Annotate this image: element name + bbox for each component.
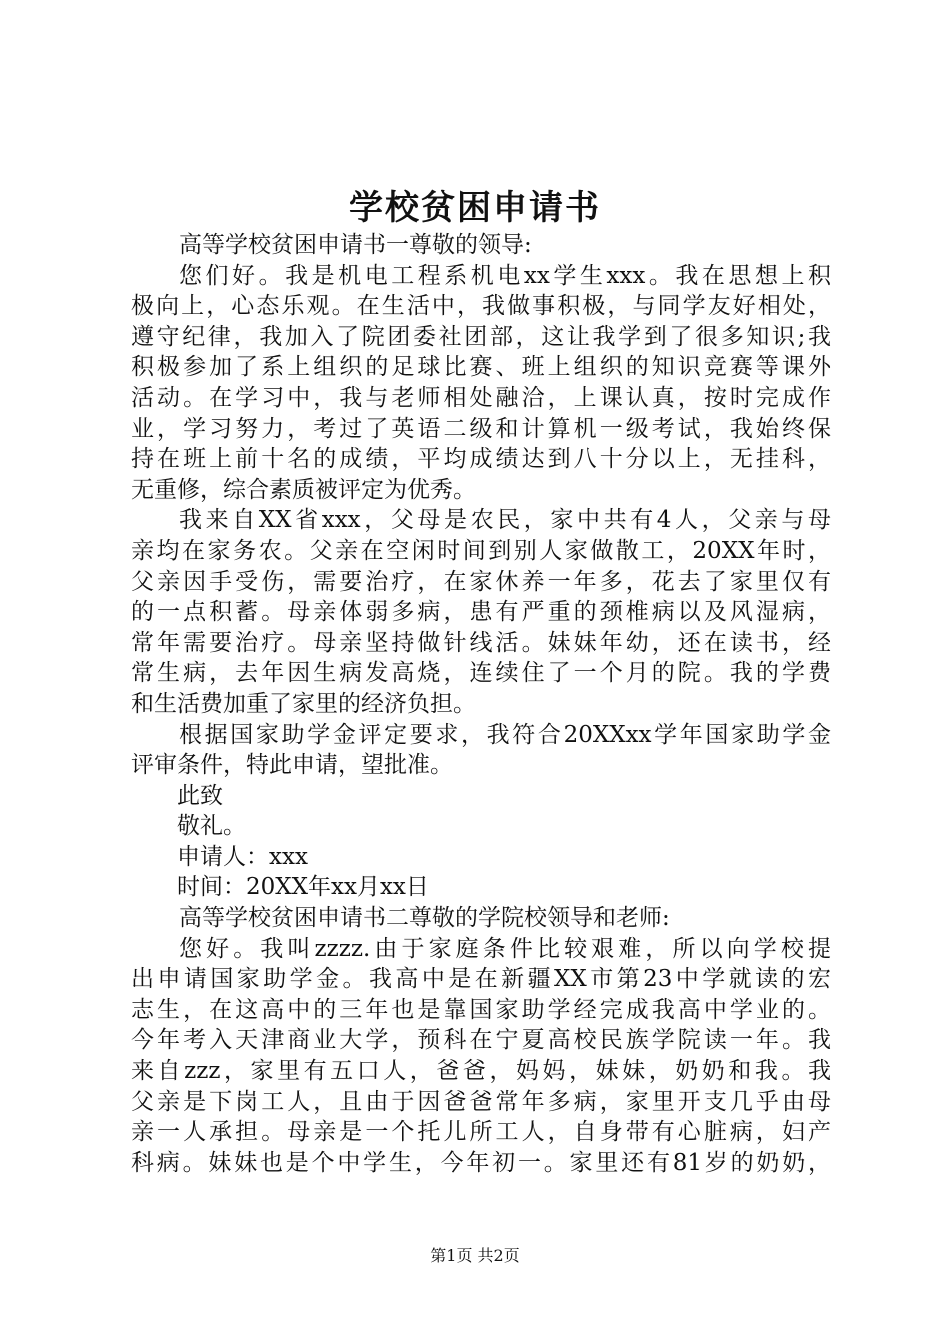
text-line: 今年考入天津商业大学，预科在宁夏高校民族学院读一年。我 bbox=[131, 1027, 831, 1054]
text-line: 的一点积蓄。母亲体弱多病，患有严重的颈椎病以及风湿病， bbox=[131, 599, 831, 626]
text-line: 评审条件，特此申请，望批准。 bbox=[131, 752, 453, 779]
text-line: 我来自XX省xxx，父母是农民，家中共有4人，父亲与母 bbox=[179, 507, 831, 534]
text-line: 亲均在家务农。父亲在空闲时间到别人家做散工，20XX年时， bbox=[131, 537, 831, 564]
document-title: 学校贫困申请书 bbox=[349, 188, 601, 228]
page-footer: 第1页 共2页 bbox=[430, 1246, 520, 1265]
text-line: 出申请国家助学金。我高中是在新疆XX市第23中学就读的宏 bbox=[131, 966, 831, 993]
text-line: 高等学校贫困申请书二尊敬的学院校领导和老师: bbox=[179, 905, 670, 932]
text-line: 常年需要治疗。母亲坚持做针线活。妹妹年幼，还在读书，经 bbox=[131, 629, 831, 656]
text-line: 业，学习努力，考过了英语二级和计算机一级考试，我始终保 bbox=[131, 415, 831, 442]
text-line: 父亲因手受伤，需要治疗，在家休养一年多，花去了家里仅有 bbox=[131, 568, 831, 595]
document-body bbox=[131, 230, 831, 1178]
text-line: 极向上，心态乐观。在生活中，我做事积极，与同学友好相处， bbox=[131, 293, 831, 320]
text-line: 父亲是下岗工人，且由于因爸爸常年多病，家里开支几乎由母 bbox=[131, 1088, 831, 1115]
text-line: 您好。我叫zzzz.由于家庭条件比较艰难，所以向学校提 bbox=[179, 935, 831, 962]
text-line: 遵守纪律，我加入了院团委社团部，这让我学到了很多知识;我 bbox=[131, 323, 831, 350]
text-line: 敬礼。 bbox=[177, 813, 246, 840]
text-line: 无重修，综合素质被评定为优秀。 bbox=[131, 476, 476, 503]
text-line: 常生病，去年因生病发高烧，连续住了一个月的院。我的学费 bbox=[131, 660, 831, 687]
text-line: 志生，在这高中的三年也是靠国家助学经完成我高中学业的。 bbox=[131, 996, 831, 1023]
text-line: 您们好。我是机电工程系机电xx学生xxx。我在思想上积 bbox=[179, 262, 831, 289]
text-line: 持在班上前十名的成绩，平均成绩达到八十分以上，无挂科， bbox=[131, 446, 831, 473]
text-line: 来自zzz，家里有五口人，爸爸，妈妈，妹妹，奶奶和我。我 bbox=[131, 1058, 831, 1085]
text-line: 科病。妹妹也是个中学生，今年初一。家里还有81岁的奶奶， bbox=[131, 1149, 831, 1176]
text-line: 时间：20XX年xx月xx日 bbox=[177, 874, 429, 901]
text-line: 积极参加了系上组织的足球比赛、班上组织的知识竞赛等课外 bbox=[131, 354, 831, 381]
text-line: 和生活费加重了家里的经济负担。 bbox=[131, 690, 476, 717]
text-line: 根据国家助学金评定要求，我符合20XXxx学年国家助学金 bbox=[179, 721, 831, 748]
text-line: 活动。在学习中，我与老师相处融洽，上课认真，按时完成作 bbox=[131, 384, 831, 411]
text-line: 高等学校贫困申请书一尊敬的领导: bbox=[179, 232, 532, 258]
text-line: 此致 bbox=[177, 782, 223, 809]
text-line: 申请人：xxx bbox=[177, 843, 308, 870]
text-line: 亲一人承担。母亲是一个托儿所工人，自身带有心脏病，妇产 bbox=[131, 1119, 831, 1146]
